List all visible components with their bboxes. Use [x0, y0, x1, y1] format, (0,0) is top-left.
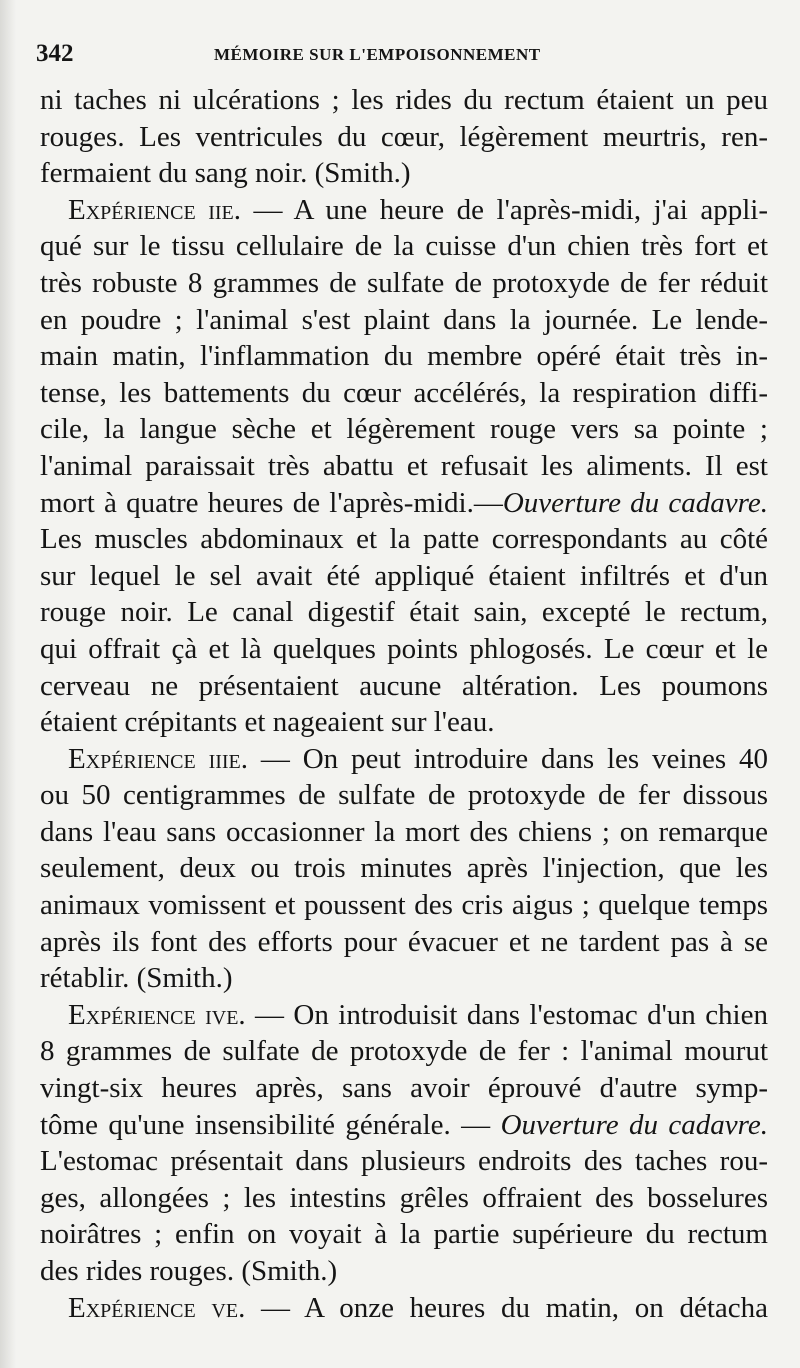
- text-line: [40, 777, 768, 814]
- text-line: [40, 192, 768, 229]
- line-text: l'animal paraissait très abattu et refusait les aliments. Il est: [40, 449, 768, 482]
- text-line: [40, 631, 768, 668]
- text-line: [40, 850, 768, 887]
- text-line: [40, 1253, 768, 1290]
- text-line: [40, 1107, 768, 1144]
- line-text: fermaient du sang noir. (Smith.): [40, 157, 411, 190]
- line-text: tense, les battements du cœur accélérés, la respiration diffi-: [40, 376, 768, 409]
- text-line: [40, 155, 768, 192]
- text-line: [40, 558, 768, 595]
- text-line: [40, 814, 768, 851]
- experiment-label: Expérience ve.: [68, 1291, 246, 1324]
- text-line: [40, 228, 768, 265]
- text-line: [40, 1290, 768, 1327]
- line-text: étaient crépitants et nageaient sur l'eau.: [40, 706, 495, 739]
- line-text: rouge noir. Le canal digestif était sain, excepté le rectum,: [40, 596, 768, 629]
- line-text: ni taches ni ulcérations ; les rides du rectum étaient un peu: [40, 84, 768, 116]
- line-text: main matin, l'inflammation du membre opéré était très in-: [40, 340, 768, 373]
- text-line: [40, 1070, 768, 1107]
- experiment-label: Expérience iiie.: [68, 742, 249, 775]
- text-line: [40, 1143, 768, 1180]
- line-text: cerveau ne présentaient aucune altération. Les poumons: [40, 669, 768, 702]
- text-line: [40, 594, 768, 631]
- line-text: — On introduisit dans l'estomac d'un chien: [245, 998, 768, 1031]
- line-text: vingt-six heures après, sans avoir éprouvé d'autre symp-: [40, 1072, 768, 1105]
- text-line: [40, 82, 768, 119]
- line-text: animaux vomissent et poussent des cris aigus ; quelque temps: [40, 889, 768, 922]
- line-text: — A onze heures du matin, on détacha: [245, 1291, 769, 1324]
- line-text: qué sur le tissu cellulaire de la cuisse d'un chien très fort et: [40, 230, 768, 263]
- line-text: dans l'eau sans occasionner la mort des chiens ; on remarque: [40, 815, 768, 848]
- text-line: [40, 1216, 768, 1253]
- text-line: [40, 265, 768, 302]
- line-text: noirâtres ; enfin on voyait à la partie supérieure du rectum: [40, 1218, 768, 1251]
- text-line: [40, 960, 768, 997]
- text-line: [40, 668, 768, 705]
- line-text: mort à quatre heures de l'après-midi.—: [40, 486, 503, 519]
- text-line: [40, 338, 768, 375]
- body-text: [40, 82, 768, 1326]
- line-text: après ils font des efforts pour évacuer et ne tardent pas à se: [40, 925, 768, 958]
- line-text: ou 50 centigrammes de sulfate de protoxyde de fer dissous: [40, 779, 768, 812]
- page-header: [36, 40, 764, 80]
- line-text: L'estomac présentait dans plusieurs endroits des taches rou-: [40, 1145, 768, 1178]
- line-text: des rides rouges. (Smith.): [40, 1255, 338, 1287]
- line-text: — On peut introduire dans les veines 40: [248, 742, 768, 775]
- page-number: 342: [36, 40, 74, 67]
- text-line: [40, 411, 768, 448]
- line-text: sur lequel le sel avait été appliqué étaient infiltrés et d'un: [40, 559, 768, 592]
- text-line: [40, 1033, 768, 1070]
- line-text: qui offrait çà et là quelques points phlogosés. Le cœur et le: [40, 632, 768, 665]
- line-text: très robuste 8 grammes de sulfate de protoxyde de fer réduit: [40, 266, 768, 299]
- line-text: rétablir. (Smith.): [40, 962, 233, 995]
- text-line: [40, 997, 768, 1034]
- line-text: rouges. Les ventricules du cœur, légèrement meurtris, ren-: [40, 120, 768, 153]
- text-line: [40, 448, 768, 485]
- text-line: [40, 485, 768, 522]
- line-text: tôme qu'une insensibilité générale. —: [40, 1108, 501, 1141]
- experiment-label: Expérience ive.: [68, 998, 246, 1031]
- line-text: ges, allongées ; les intestins grêles offraient des bosselures: [40, 1181, 768, 1214]
- text-line: [40, 887, 768, 924]
- line-text: Les muscles abdominaux et la patte correspondants au côté: [40, 523, 768, 556]
- italic-heading: Ouverture du cadavre.: [500, 1108, 768, 1141]
- text-line: [40, 375, 768, 412]
- text-line: [40, 302, 768, 339]
- text-line: [40, 704, 768, 741]
- text-line: [40, 521, 768, 558]
- text-line: [40, 1180, 768, 1217]
- text-line: [40, 741, 768, 778]
- line-text: en poudre ; l'animal s'est plaint dans la journée. Le lende-: [40, 303, 768, 336]
- line-text: 8 grammes de sulfate de protoxyde de fer : l'animal mourut: [40, 1035, 768, 1068]
- experiment-label: Expérience iie.: [68, 193, 242, 226]
- line-text: — A une heure de l'après-midi, j'ai appli-: [241, 193, 768, 226]
- running-title: MÉMOIRE SUR L'EMPOISONNEMENT: [214, 45, 541, 64]
- italic-heading: Ouverture du cadavre.: [502, 486, 768, 519]
- text-line: [40, 924, 768, 961]
- line-text: cile, la langue sèche et légèrement rouge vers sa pointe ;: [40, 413, 768, 446]
- text-line: [40, 119, 768, 156]
- page-gutter-shadow: [0, 0, 16, 1368]
- line-text: seulement, deux ou trois minutes après l'injection, que les: [40, 852, 768, 885]
